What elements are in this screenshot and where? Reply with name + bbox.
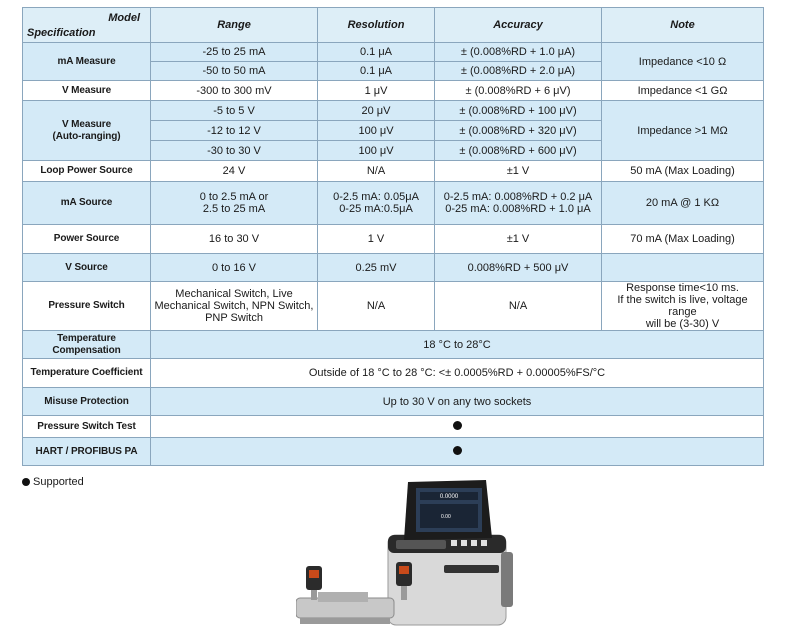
table-row [23, 438, 764, 466]
value-cell: Up to 30 V on any two sockets [151, 388, 764, 416]
range-line: 0 to 2.5 mA or [199, 191, 269, 203]
accuracy-cell: ± (0.008%RD + 6 μV) [435, 81, 602, 101]
resolution-cell: 100 μV [318, 141, 435, 161]
note-header: Note [602, 8, 764, 43]
accuracy-header: Accuracy [435, 8, 602, 43]
resolution-cell: 1 μV [318, 81, 435, 101]
value-cell [151, 416, 764, 438]
row-label: V Source [23, 254, 151, 282]
row-label: Temperature Coefficient [23, 359, 151, 388]
accuracy-cell: 0.008%RD + 500 μV [435, 254, 602, 282]
specification-label: Specification [27, 27, 96, 39]
note-cell: Impedance <10 Ω [602, 43, 764, 81]
accuracy-cell [435, 182, 602, 225]
row-label-line: (Auto-ranging) [52, 130, 121, 142]
resolution-cell: 0.25 mV [318, 254, 435, 282]
range-line: Mechanical Switch, Live [175, 288, 293, 300]
resolution-cell: 100 μV [318, 121, 435, 141]
value-cell [151, 438, 764, 466]
note-cell: 20 mA @ 1 KΩ [602, 182, 764, 225]
row-label: HART / PROFIBUS PA [23, 438, 151, 466]
range-line: PNP Switch [205, 312, 263, 324]
accuracy-cell: N/A [435, 282, 602, 331]
range-cell: -25 to 25 mA [151, 43, 318, 62]
note-line: will be (3-30) V [645, 318, 720, 330]
value-cell: 18 °C to 28°C [151, 331, 764, 359]
row-label: Pressure Switch Test [23, 416, 151, 438]
supported-dot-icon [453, 421, 462, 430]
row-label: Misuse Protection [23, 388, 151, 416]
note-cell: Impedance >1 MΩ [602, 101, 764, 161]
range-cell: -5 to 5 V [151, 101, 318, 121]
table-row [23, 161, 764, 182]
range-cell: 0 to 16 V [151, 254, 318, 282]
range-cell: -12 to 12 V [151, 121, 318, 141]
row-label: Power Source [23, 225, 151, 254]
resolution-line: 0-2.5 mA: 0.05μA [333, 191, 419, 203]
table-row [23, 81, 764, 101]
row-label: Loop Power Source [23, 161, 151, 182]
value-cell: Outside of 18 °C to 28 °C: <± 0.0005%RD + 0.00005%FS/°C [151, 359, 764, 388]
range-cell: 24 V [151, 161, 318, 182]
accuracy-cell: ± (0.008%RD + 1.0 μA) [435, 43, 602, 62]
table-row [23, 43, 764, 62]
calibrator-device-photo [296, 480, 526, 630]
accuracy-line: 0-25 mA: 0.008%RD + 1.0 μA [445, 203, 591, 215]
header-row [23, 8, 764, 43]
range-cell: 16 to 30 V [151, 225, 318, 254]
resolution-cell: 0.1 μA [318, 62, 435, 81]
supported-dot-icon [453, 446, 462, 455]
resolution-cell: N/A [318, 161, 435, 182]
accuracy-cell: ±1 V [435, 161, 602, 182]
table-row [23, 182, 764, 225]
range-header: Range [151, 8, 318, 43]
accuracy-cell: ± (0.008%RD + 320 μV) [435, 121, 602, 141]
range-cell: -50 to 50 mA [151, 62, 318, 81]
row-label: mA Source [23, 182, 151, 225]
supported-legend [22, 476, 84, 488]
row-label: mA Measure [23, 43, 151, 81]
table-row [23, 331, 764, 359]
table-row [23, 254, 764, 282]
accuracy-cell: ± (0.008%RD + 100 μV) [435, 101, 602, 121]
row-label-line: V Measure [61, 118, 112, 130]
table-row [23, 282, 764, 331]
resolution-cell: 20 μV [318, 101, 435, 121]
note-cell: 70 mA (Max Loading) [602, 225, 764, 254]
resolution-line: 0-25 mA:0.5μA [339, 203, 413, 215]
resolution-cell: 0.1 μA [318, 43, 435, 62]
screen-readout-secondary: 0.00 [441, 514, 451, 520]
table-row [23, 225, 764, 254]
table-row [23, 388, 764, 416]
range-cell [151, 182, 318, 225]
resolution-cell: 1 V [318, 225, 435, 254]
note-cell [602, 282, 764, 331]
note-cell: Impedance <1 GΩ [602, 81, 764, 101]
model-specification-header [23, 8, 151, 43]
table-row [23, 359, 764, 388]
range-cell: -300 to 300 mV [151, 81, 318, 101]
accuracy-cell: ±1 V [435, 225, 602, 254]
row-label: Pressure Switch [23, 282, 151, 331]
legend-label: Supported [33, 476, 84, 488]
supported-dot-icon [22, 478, 30, 486]
table-row [23, 416, 764, 438]
row-label: V Measure [23, 81, 151, 101]
accuracy-cell: ± (0.008%RD + 2.0 μA) [435, 62, 602, 81]
row-label [23, 101, 151, 161]
range-cell: -30 to 30 V [151, 141, 318, 161]
note-line: Response time<10 ms. [626, 282, 739, 294]
row-label: Temperature Compensation [23, 331, 151, 359]
model-label: Model [108, 12, 140, 24]
range-line: Mechanical Switch, NPN Switch, [154, 300, 314, 312]
resolution-header: Resolution [318, 8, 435, 43]
note-line: If the switch is live, voltage range [617, 294, 748, 318]
table-row [23, 101, 764, 121]
accuracy-cell: ± (0.008%RD + 600 μV) [435, 141, 602, 161]
note-cell: 50 mA (Max Loading) [602, 161, 764, 182]
accuracy-line: 0-2.5 mA: 0.008%RD + 0.2 μA [443, 191, 593, 203]
range-line: 2.5 to 25 mA [202, 203, 266, 215]
range-cell [151, 282, 318, 331]
specification-table [22, 7, 764, 466]
note-cell [602, 254, 764, 282]
resolution-cell: N/A [318, 282, 435, 331]
resolution-cell [318, 182, 435, 225]
screen-readout: 0.0000 [439, 494, 459, 500]
